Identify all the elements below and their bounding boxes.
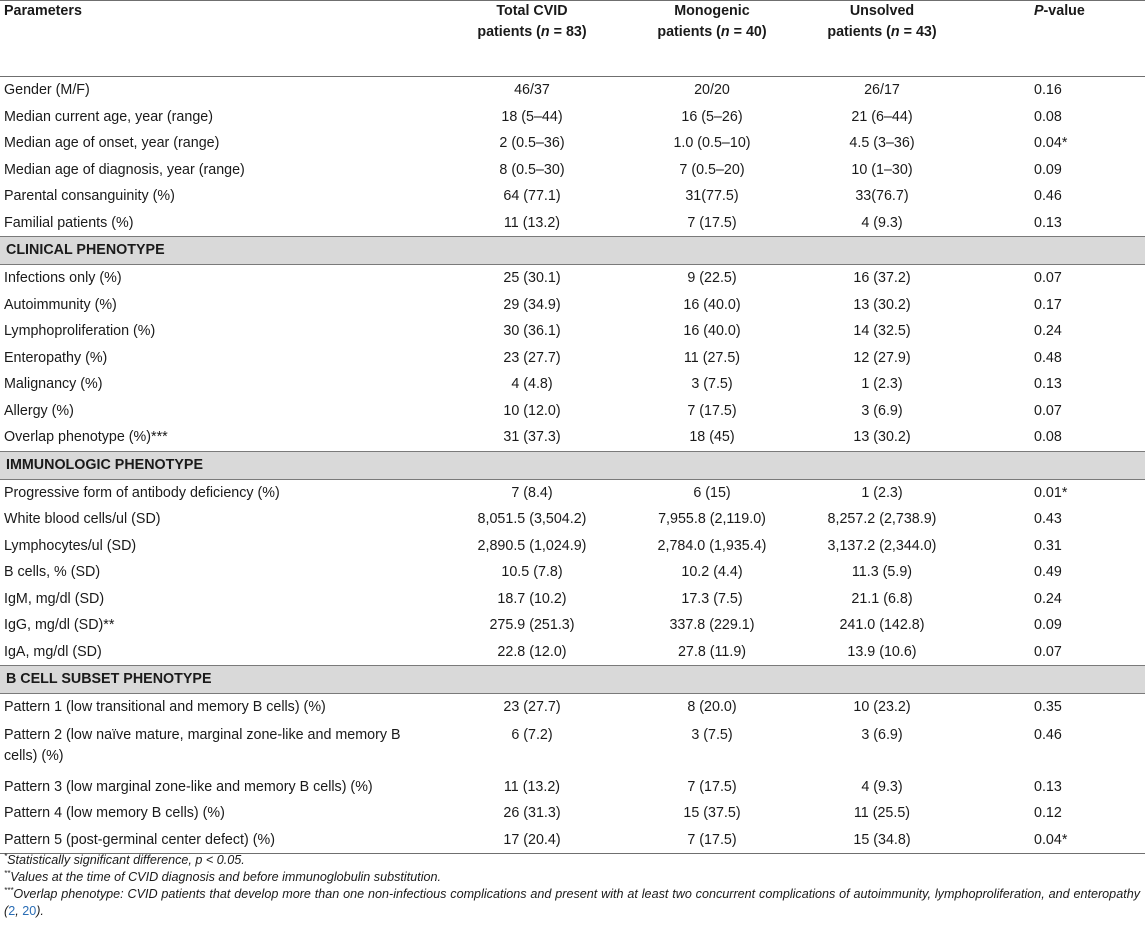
cell-pvalue: 0.12 [1034, 805, 1062, 821]
cell-monogenic: 18 (45) [689, 429, 735, 445]
cell-total: 23 (27.7) [503, 699, 561, 715]
section-header-b-cell [0, 666, 1145, 694]
cell-monogenic: 7 (17.5) [687, 214, 737, 231]
cell-parameter: Parental consanguinity (%) [4, 188, 175, 204]
cell-parameter: Autoimmunity (%) [4, 296, 117, 313]
cell-monogenic: 7 (0.5–20) [679, 161, 745, 178]
table-row [0, 586, 1145, 613]
table-row [0, 774, 1145, 801]
header-total-cvid [432, 1, 632, 77]
cell-pvalue: 0.16 [1034, 82, 1062, 98]
cell-pvalue: 0.43 [1034, 511, 1062, 527]
cell-parameter: Pattern 3 (low marginal zone-like and memory B cells) (%) [4, 778, 373, 795]
cell-total: 46/37 [514, 82, 550, 98]
cell-pvalue: 0.09 [1034, 617, 1062, 633]
table-row [0, 157, 1145, 184]
cell-parameter: Median current age, year (range) [4, 108, 214, 125]
table-row [0, 318, 1145, 345]
cell-total: 18 (5–44) [501, 108, 563, 125]
footnote-mark: ** [4, 868, 11, 878]
cell-pvalue: 0.01* [1034, 484, 1068, 501]
cell-pvalue: 0.48 [1034, 349, 1062, 366]
section-header-clinical [0, 237, 1145, 265]
footnote-text: , [15, 904, 23, 918]
cell-parameter: Pattern 2 (low naïve mature, marginal zone-like and memory B cells) (%) [4, 726, 401, 764]
cell-parameter: IgM, mg/dl (SD) [4, 590, 105, 607]
cell-total: 7 (8.4) [511, 484, 553, 501]
cell-unsolved: 11.3 (5.9) [851, 564, 913, 580]
cell-unsolved: 4 (9.3) [861, 214, 903, 231]
cell-total: 31 (37.3) [503, 429, 561, 445]
cell-pvalue: 0.04* [1034, 135, 1068, 151]
cell-total: 8 (0.5–30) [499, 161, 565, 178]
reference-link-2[interactable]: 2 [8, 904, 16, 918]
cell-monogenic: 11 (27.5) [683, 349, 741, 366]
cell-parameter: IgG, mg/dl (SD)** [4, 617, 115, 633]
table-footnotes [0, 852, 1140, 920]
cell-unsolved: 15 (34.8) [792, 827, 972, 854]
table-row [0, 77, 1145, 104]
cell-total: 2,890.5 (1,024.9) [477, 537, 587, 554]
cell-monogenic: 31(77.5) [685, 188, 739, 204]
cell-total: 10.5 (7.8) [501, 564, 563, 580]
cell-monogenic: 7 (17.5) [687, 402, 737, 419]
cell-pvalue: 0.24 [1034, 590, 1062, 607]
cell-pvalue: 0.31 [1034, 537, 1062, 554]
table-row [0, 800, 1145, 827]
cell-total: 64 (77.1) [503, 188, 561, 204]
cell-monogenic: 3 (7.5) [691, 376, 733, 392]
cell-parameter: IgA, mg/dl (SD) [4, 643, 102, 660]
cell-unsolved: 1 (2.3) [861, 484, 903, 501]
cell-total: 26 (31.3) [503, 805, 561, 821]
cell-monogenic: 16 (40.0) [683, 296, 741, 313]
cell-pvalue: 0.07 [1034, 643, 1062, 660]
footnote-diagnosis-values [0, 869, 1140, 886]
cell-pvalue: 0.13 [1034, 214, 1062, 231]
cell-monogenic: 337.8 (229.1) [669, 617, 755, 633]
table-row [0, 130, 1145, 157]
cell-unsolved: 1 (2.3) [861, 376, 903, 392]
header-mono-line2-pre: patients ( [657, 24, 721, 40]
footnote-significance [0, 852, 1140, 869]
cell-monogenic: 20/20 [694, 82, 730, 98]
cell-monogenic: 15 (37.5) [683, 805, 741, 821]
cell-unsolved: 12 (27.9) [853, 349, 911, 366]
table-row [0, 612, 1145, 639]
cell-unsolved: 13.9 (10.6) [847, 643, 917, 660]
cell-total: 11 (13.2) [503, 214, 561, 231]
header-monogenic [632, 1, 792, 77]
cell-monogenic: 17.3 (7.5) [681, 590, 743, 607]
cell-unsolved: 21.1 (6.8) [851, 590, 913, 607]
header-total-line1: Total CVID [496, 3, 568, 19]
cell-total: 25 (30.1) [503, 270, 561, 286]
header-unsolved-n: n [890, 24, 900, 40]
cell-total: 2 (0.5–36) [499, 135, 565, 151]
table-row [0, 104, 1145, 131]
header-pvalue-rest: -value [1043, 3, 1085, 19]
cell-parameter: Gender (M/F) [4, 82, 90, 98]
table-row [0, 639, 1145, 666]
cell-pvalue: 0.49 [1034, 564, 1062, 580]
cell-total: 8,051.5 (3,504.2) [477, 511, 587, 527]
cell-parameter: Lymphoproliferation (%) [4, 323, 156, 339]
cell-parameter: White blood cells/ul (SD) [4, 511, 161, 527]
cell-pvalue: 0.46 [1034, 726, 1062, 743]
cell-unsolved: 10 (23.2) [853, 699, 911, 715]
cell-monogenic: 3 (7.5) [691, 726, 733, 743]
cell-pvalue: 0.46 [1034, 188, 1062, 204]
cell-pvalue: 0.13 [1034, 376, 1062, 392]
header-mono-line2-post: = 40) [729, 24, 767, 40]
cell-unsolved: 241.0 (142.8) [839, 617, 925, 633]
table-row [0, 210, 1145, 237]
table-body [0, 77, 1145, 854]
cell-parameter: Lymphocytes/ul (SD) [4, 537, 137, 554]
cell-parameter: Median age of onset, year (range) [4, 135, 220, 151]
cell-parameter: Pattern 4 (low memory B cells) (%) [4, 805, 225, 821]
cell-total: 18.7 (10.2) [497, 590, 567, 607]
cell-total: 22.8 (12.0) [497, 643, 567, 660]
cell-monogenic: 7 (17.5) [687, 778, 737, 795]
cell-monogenic: 8 (20.0) [687, 699, 737, 715]
header-unsolved [792, 1, 972, 77]
cell-pvalue: 0.24 [1034, 323, 1062, 339]
table-row [0, 345, 1145, 372]
header-total-line2-post: = 83) [549, 24, 587, 40]
cell-parameter: Pattern 1 (low transitional and memory B cells) (%) [4, 699, 326, 715]
cell-unsolved: 3,137.2 (2,344.0) [827, 537, 937, 554]
cell-pvalue: 0.13 [1034, 778, 1062, 795]
cell-total: 23 (27.7) [503, 349, 561, 366]
cell-pvalue: 0.09 [1034, 161, 1062, 178]
cell-parameter: Enteropathy (%) [4, 349, 108, 366]
cell-unsolved: 4.5 (3–36) [849, 135, 915, 151]
header-mono-n: n [720, 24, 730, 40]
cell-parameter: Infections only (%) [4, 270, 122, 286]
section-title: CLINICAL PHENOTYPE [0, 237, 1145, 265]
table-header [0, 1, 1145, 77]
header-total-line2-pre: patients ( [477, 24, 541, 40]
table-row [0, 265, 1145, 292]
footnote-text: ). [36, 904, 44, 918]
table-row [0, 559, 1145, 586]
cell-total: 17 (20.4) [432, 827, 632, 854]
cell-pvalue: 0.04* [972, 827, 1145, 854]
cell-unsolved: 8,257.2 (2,738.9) [827, 511, 937, 527]
cell-monogenic: 6 (15) [693, 484, 731, 501]
cell-total: 11 (13.2) [503, 778, 561, 795]
cell-unsolved: 3 (6.9) [861, 726, 903, 743]
header-unsolved-line2-post: = 43) [899, 24, 937, 40]
footnote-mark: * [4, 851, 8, 861]
cell-unsolved: 26/17 [864, 82, 900, 98]
cell-monogenic: 16 (40.0) [683, 323, 741, 339]
cell-parameter: Progressive form of antibody deficiency (%) [4, 484, 280, 501]
table-row [0, 827, 1145, 854]
cell-pvalue: 0.35 [1034, 699, 1062, 715]
cell-unsolved: 11 (25.5) [853, 805, 911, 821]
footnote-text: Values at the time of CVID diagnosis and before immunoglobulin substitution. [10, 870, 441, 884]
cell-unsolved: 16 (37.2) [853, 270, 911, 286]
cell-total: 275.9 (251.3) [489, 617, 575, 633]
table-row [0, 506, 1145, 533]
section-header-immunologic [0, 451, 1145, 479]
table-row [0, 183, 1145, 210]
cell-pvalue: 0.08 [1034, 108, 1062, 125]
cell-monogenic: 7,955.8 (2,119.0) [658, 511, 766, 527]
cell-monogenic: 9 (22.5) [687, 270, 737, 286]
cell-monogenic: 2,784.0 (1,935.4) [657, 537, 767, 554]
header-unsolved-line1: Unsolved [849, 3, 915, 19]
header-total-n: n [540, 24, 550, 40]
cell-parameter: Allergy (%) [4, 402, 74, 419]
cell-parameter: Pattern 5 (post-germinal center defect) (%) [0, 827, 432, 854]
header-pvalue-p: P [1034, 3, 1044, 19]
cell-parameter: B cells, % (SD) [4, 564, 101, 580]
cell-total: 30 (36.1) [503, 323, 561, 339]
cell-parameter: Median age of diagnosis, year (range) [4, 161, 245, 178]
cell-pvalue: 0.07 [1034, 402, 1062, 419]
header-mono-line1: Monogenic [674, 3, 750, 19]
header-parameters: Parameters [0, 1, 432, 77]
cell-pvalue: 0.07 [1034, 270, 1062, 286]
table-row [0, 292, 1145, 319]
table-row [0, 721, 1145, 774]
cell-monogenic: 27.8 (11.9) [677, 643, 747, 660]
cell-pvalue: 0.08 [1034, 429, 1062, 445]
section-title: B CELL SUBSET PHENOTYPE [0, 666, 1145, 694]
header-pvalue [972, 1, 1145, 77]
table-row [0, 479, 1145, 506]
cell-unsolved: 14 (32.5) [853, 323, 911, 339]
table-row [0, 533, 1145, 560]
cell-parameter: Overlap phenotype (%)*** [4, 429, 168, 445]
footnote-overlap-phenotype [0, 886, 1140, 920]
cell-monogenic: 10.2 (4.4) [681, 564, 743, 580]
cell-unsolved: 4 (9.3) [861, 778, 903, 795]
cell-unsolved: 33(76.7) [855, 188, 909, 204]
cell-unsolved: 13 (30.2) [853, 429, 911, 445]
cell-unsolved: 10 (1–30) [851, 161, 913, 178]
footnote-text: Overlap phenotype: CVID patients that develop more than one non-infectious complications and present with at least two concurrent complications of autoimmunity, lymphoproliferation, and enteropathy ( [4, 887, 1140, 918]
cell-unsolved: 3 (6.9) [861, 402, 903, 419]
footnote-mark: *** [4, 885, 14, 895]
cell-parameter: Malignancy (%) [4, 376, 103, 392]
table-row [0, 424, 1145, 451]
table-row [0, 398, 1145, 425]
cell-unsolved: 21 (6–44) [851, 108, 913, 125]
cell-total: 10 (12.0) [503, 402, 561, 419]
cell-pvalue: 0.17 [1034, 296, 1062, 313]
section-title: IMMUNOLOGIC PHENOTYPE [0, 451, 1145, 479]
table-row [0, 694, 1145, 721]
header-unsolved-line2-pre: patients ( [827, 24, 891, 40]
cell-monogenic: 7 (17.5) [632, 827, 792, 854]
cell-monogenic: 1.0 (0.5–10) [673, 135, 751, 151]
cell-monogenic: 16 (5–26) [681, 108, 743, 125]
footnote-text: Statistically significant difference, p < 0.05. [7, 853, 245, 867]
cell-total: 6 (7.2) [511, 726, 553, 743]
table-row [0, 371, 1145, 398]
cell-unsolved: 13 (30.2) [853, 296, 911, 313]
reference-link-20[interactable]: 20 [22, 904, 37, 918]
cell-total: 29 (34.9) [503, 296, 561, 313]
cell-parameter: Familial patients (%) [4, 214, 134, 231]
cell-total: 4 (4.8) [511, 376, 553, 392]
